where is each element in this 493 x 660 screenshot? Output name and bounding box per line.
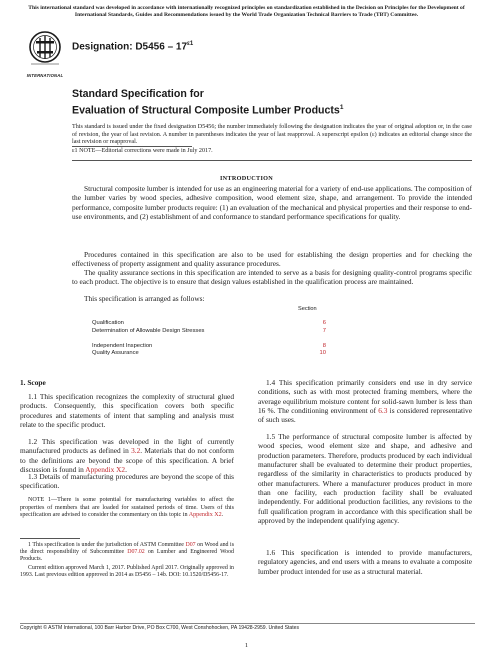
title-line-2	[72, 101, 472, 118]
paragraph-1-1: 1.1 This specification recognizes the complexity of structural glued products. Consequently, this specification covers both specific procedures and statements of intent that sampling and analysis must relate to the specific product.	[20, 392, 234, 430]
footnote-text: on Wood and is the direct responsibility of Subcommittee	[20, 542, 234, 556]
appendix-link[interactable]: Appendix X2	[188, 512, 222, 518]
toc-section-link[interactable]: 10	[319, 350, 326, 356]
footnote-1	[20, 542, 234, 564]
toc-title: Determination of Allowable Design Stresses	[92, 328, 205, 334]
intro-paragraph-2: Procedures contained in this specification are also to be used for establishing the design properties and for checking the effectiveness of property assignment and quality assurance procedures.	[72, 250, 472, 269]
toc-section-link[interactable]: 8	[322, 343, 326, 349]
divider	[72, 160, 472, 161]
designation-label: Designation: D5456 – 17	[72, 41, 188, 53]
title-text: Evaluation of Structural Composite Lumber Products	[72, 104, 340, 117]
footer-divider	[20, 623, 475, 624]
copyright-line: Copyright © ASTM International, 100 Barr Harbor Drive, PO Box C700, West Conshohocken, PA 19428-2959. United States	[20, 625, 300, 631]
paragraph-1-4	[258, 378, 472, 425]
toc-row	[92, 328, 326, 342]
paragraph-text: 1.4 This specification primarily considers end use in dry service conditions, such as with most protected framing members, where the average equilibrium moisture content for solid-sawn lumber is less than 16 %. The conditioning environment of	[258, 378, 472, 416]
designation-epsilon: ε1	[187, 41, 194, 47]
wto-notice: This international standard was developed in accordance with internationally recognized principles on standardization established in the Decision on Principles for the Development of International Standards, Guides and Recommendations issued by the World Trade Organization Technical Barriers to Trade (TBT) Committee.	[28, 5, 465, 18]
logo-wordmark: INTERNATIONAL	[26, 73, 64, 78]
note-text: NOTE 1—There is some potential for manufacturing variables to affect the properties of members that are loaded for sustained periods of time. Users of this specification are advised to consider the commentary on this topic in	[20, 497, 234, 518]
footnote-2: Current edition approved March 1, 2017. Published April 2017. Originally approved in 1993. Last previous edition approved in 2014 as D5456 – 14b. DOI: 10.1520/D5456-17.	[20, 565, 234, 579]
title-footnote-mark[interactable]: 1	[339, 104, 344, 111]
editorial-note: ε1 NOTE—Editorial corrections were made in July 2017.	[72, 148, 213, 154]
toc-section-link[interactable]: 6	[322, 320, 326, 326]
toc-title: Quality Assurance	[92, 350, 139, 356]
designation	[72, 41, 193, 52]
committee-link[interactable]: D07	[185, 542, 196, 548]
paragraph-text: 1.2 This specification was developed in the light of currently manufactured products as defined in	[20, 437, 234, 456]
divider	[72, 146, 192, 147]
page-number: 1	[244, 642, 249, 649]
document-title	[72, 88, 472, 118]
appendix-link[interactable]: Appendix X2	[85, 465, 126, 475]
paragraph-text: .	[125, 465, 127, 475]
toc-title: Independent Inspection	[92, 343, 153, 349]
footnote-divider	[20, 538, 80, 539]
paragraph-1-2	[20, 437, 234, 474]
paragraph-1-3: 1.3 Details of manufacturing procedures are beyond the scope of this specification.	[20, 472, 234, 491]
astm-logo-icon	[28, 30, 62, 76]
paragraph-text: . Materials that do not conform to the definitions are beyond the scope of this specification. A brief discussion is found in	[20, 446, 234, 475]
scope-heading: 1. Scope	[20, 378, 46, 387]
toc-title: Qualification	[92, 320, 124, 326]
intro-paragraph-3: The quality assurance sections in this specification are intended to serve as a basis for designing quality-control programs specific to each product. The objective is to ensure that design values established in the qualification process are maintained.	[72, 268, 472, 287]
subcommittee-link[interactable]: D07.02	[127, 549, 145, 556]
paragraph-1-5: 1.5 The performance of structural composite lumber is affected by wood species, wood element size and shape, and adhesive and production parameters. Therefore, products produced by each individual manufacturer shall be evaluated to determine their product properties, regardless of the similarity in characteristics to products produced by other manufacturers. Where a manufacturer produces product in more than one facility, each production facility shall be evaluated independently. For additional production facilities, any revisions to the full qualification program in accordance with this specification shall be approved by the independent qualifying agency.	[258, 432, 472, 526]
paragraph-1-6: 1.6 This specification is intended to provide manufacturers, regulatory agencies, and end users with a means to evaluate a composite lumber product intended for use as a structural material.	[258, 548, 472, 576]
note-1	[20, 497, 234, 520]
footnote-text: 1 This specification is under the jurisdiction of ASTM Committee	[28, 542, 186, 548]
toc-section-header: Section	[298, 306, 317, 312]
introduction-heading: INTRODUCTION	[219, 175, 274, 182]
intro-paragraph-1: Structural composite lumber is intended for use as an engineering material for a variety of end-use applications. The composition of the lumber varies by wood species, adhesive composition, wood element size, shape, and arrangement. To provide the intended performance, composite lumber products require: (1) an evaluation of the mechanical and physical properties and their response to end-use environments, and (2) establishment of and conformance to standard performance specifications for quality.	[72, 184, 472, 222]
toc-section-link[interactable]: 7	[322, 328, 326, 334]
section-link[interactable]: 3.2	[131, 446, 141, 456]
note-text: .	[221, 512, 224, 518]
section-link[interactable]: 6.3	[378, 406, 388, 416]
footnote-text: on Lumber and Engineered Wood Products.	[20, 549, 234, 563]
paragraph-text: is considered representative of such uses.	[258, 406, 472, 425]
issue-statement: This standard is issued under the fixed designation D5456; the number immediately following the designation indicates the year of original adoption or, in the case of revision, the year of last revision. A number in parentheses indicates the year of last reapproval. A superscript epsilon (ε) indicates an editorial change since the last revision or reapproval.	[72, 124, 472, 146]
title-line-1: Standard Specification for	[72, 88, 204, 100]
intro-paragraph-4: This specification is arranged as follows:	[84, 294, 205, 303]
